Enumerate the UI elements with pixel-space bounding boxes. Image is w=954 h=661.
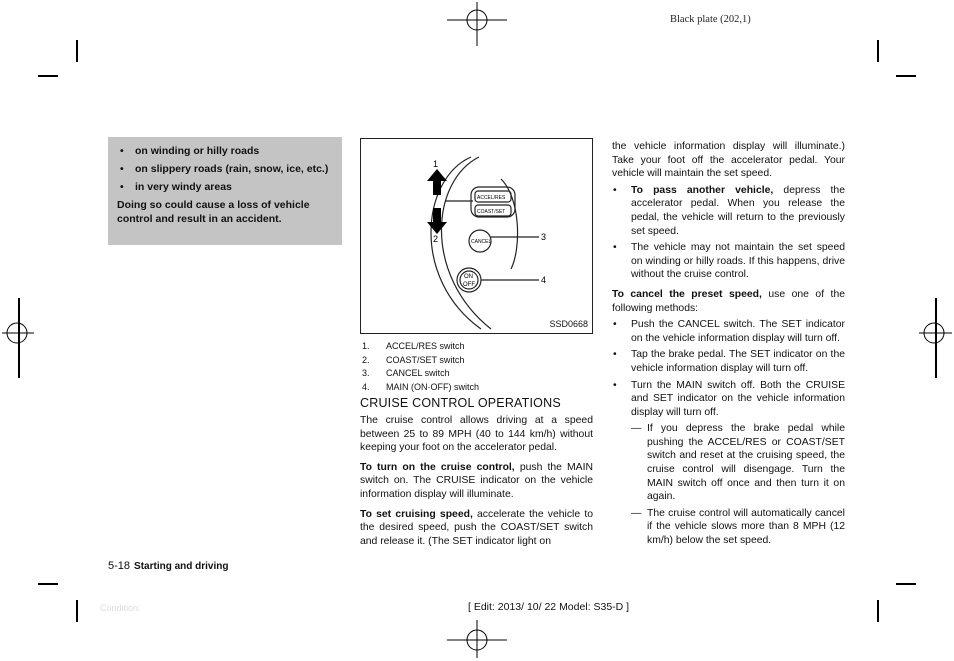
cancel-method: • Push the CANCEL switch. The SET indicator on the vehicle information display will turn off.: [612, 318, 845, 345]
on-label: ON: [464, 274, 473, 280]
warning-text: Doing so could cause a loss of vehicle control and result in an accident.: [117, 199, 310, 225]
figure-caption: [362, 340, 594, 394]
dash-item: — If you depress the brake pedal while pushing the ACCEL/RES or COAST/SET switch and reset at the cruising speed, the cruise control will disengage. Turn the MAIN switch off once and then turn it on again.: [631, 422, 845, 504]
coast-set-label: COAST/SET: [477, 209, 506, 215]
callout-4: 4: [541, 275, 547, 285]
caption-item: 3. CANCEL switch: [362, 368, 450, 379]
condition-label: Condition:: [100, 603, 141, 613]
cancel-method: • Tap the brake pedal. The SET indicator on the vehicle information display will turn off.: [612, 348, 845, 375]
callout-1: 1: [433, 159, 439, 169]
off-label: OFF: [463, 282, 475, 288]
steering-switch-illustration: [361, 139, 592, 333]
caption-item: 4. MAIN (ON·OFF) switch: [362, 381, 479, 392]
set-speed-paragraph: To set cruising speed, accelerate the vehicle to the desired speed, push the COAST/SET switch and release it. (The SET indicator light on: [360, 508, 593, 547]
plate-label: Black plate (202,1): [670, 14, 751, 25]
warning-bullet: • in very windy areas: [117, 180, 333, 194]
column-middle: [360, 414, 593, 554]
section-heading: CRUISE CONTROL OPERATIONS: [360, 396, 561, 410]
page-footer: [108, 560, 228, 572]
intro-paragraph: The cruise control allows driving at a speed between 25 to 89 MPH (40 to 144 km/h) without keeping your foot on the accelerator pedal.: [360, 415, 593, 454]
column-right: [612, 140, 845, 554]
figure-code: SSD0668: [549, 319, 588, 329]
page-number: 5-18: [108, 560, 131, 572]
accel-res-label: ACCEL/RES: [477, 195, 506, 201]
cancel-paragraph: To cancel the preset speed, use one of the following methods:: [612, 288, 846, 314]
down-arrow-icon: [427, 208, 447, 234]
turn-on-paragraph: To turn on the cruise control, push the MAIN switch on. The CRUISE indicator on the vehicle information display will illuminate.: [360, 461, 594, 500]
hilly-bullet: • The vehicle may not maintain the set speed on winding or hilly roads. If this happens, drive without the cruise control.: [612, 241, 845, 282]
callout-3: 3: [541, 232, 547, 242]
warning-bullet: • on winding or hilly roads: [117, 144, 333, 158]
figure-cruise-switches: [360, 138, 593, 334]
dash-item: — The cruise control will automatically cancel if the vehicle slows more than 8 MPH (12 km/h) below the set speed.: [631, 507, 845, 548]
caption-item: 1. ACCEL/RES switch: [362, 341, 465, 351]
cancel-label: CANCEL: [471, 239, 492, 245]
section-name: Starting and driving: [134, 561, 229, 572]
cancel-method: • Turn the MAIN switch off. Both the CRUISE and SET indicator on the vehicle information display will turn off. — If you depress the brake pedal while pushing the ACCEL/RES or COAST/SET switch and reset at the cruising speed, the cruise control will disengage. Turn the MAIN switch off once and then turn it on again. — The cruise control will automatically cancel if the vehicle slows more than 8 MPH (12 km/h) below the set speed.: [612, 379, 845, 548]
caption-item: 2. COAST/SET switch: [362, 354, 465, 365]
edit-info: [ Edit: 2013/ 10/ 22 Model: S35-D ]: [468, 601, 630, 613]
pass-bullet: • To pass another vehicle, depress the accelerator pedal. When you release the pedal, the vehicle will return to the previously set speed.: [612, 184, 845, 238]
warning-bullet: • on slippery roads (rain, snow, ice, etc.): [117, 162, 333, 176]
continued-paragraph: the vehicle information display will illuminate.) Take your foot off the accelerator pedal. Your vehicle will maintain the set speed.: [612, 141, 845, 180]
callout-2: 2: [433, 234, 439, 244]
warning-box: [108, 137, 342, 245]
